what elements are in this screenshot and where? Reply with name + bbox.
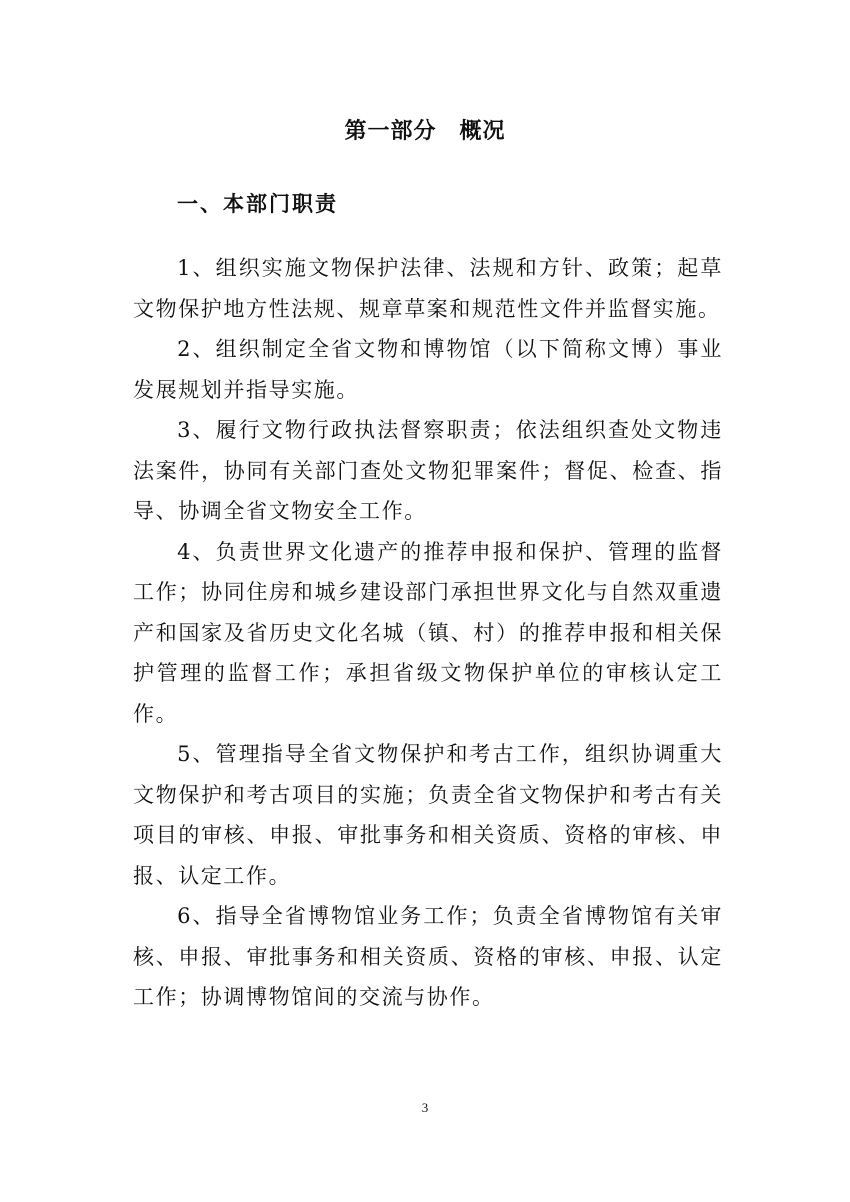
paragraph-4: 4、负责世界文化遗产的推荐申报和保护、管理的监督工作；协同住房和城乡建设部门承担世界文化与自然双重遗产和国家及省历史文化名城（镇、村）的推荐申报和相关保护管理的监督工作；承担省级文物保护单位的审核认定工作。 xyxy=(133,539,723,726)
section-heading: 一、本部门职责 xyxy=(177,192,338,216)
page-number: 3 xyxy=(421,1100,429,1115)
paragraph-2: 2、组织制定全省文物和博物馆（以下简称文博）事业发展规划并指导实施。 xyxy=(133,337,723,402)
paragraph-5: 5、管理指导全省文物保护和考古工作，组织协调重大文物保护和考古项目的实施；负责全省文物保护和考古有关项目的审核、申报、审批事务和相关资质、资格的审核、申报、认定工作。 xyxy=(133,742,723,888)
paragraph-1: 1、组织实施文物保护法律、法规和方针、政策；起草文物保护地方性法规、规章草案和规范性文件并监督实施。 xyxy=(133,256,723,321)
body-text xyxy=(133,248,723,1018)
paragraph-6: 6、指导全省博物馆业务工作；负责全省博物馆有关审核、申报、审批事务和相关资质、资格的审核、申报、认定工作；协调博物馆间的交流与协作。 xyxy=(133,904,723,1009)
paragraph-3: 3、履行文物行政执法督察职责；依法组织查处文物违法案件，协同有关部门查处文物犯罪案件；督促、检查、指导、协调全省文物安全工作。 xyxy=(133,418,723,523)
page-title: 第一部分 概况 xyxy=(344,119,506,144)
